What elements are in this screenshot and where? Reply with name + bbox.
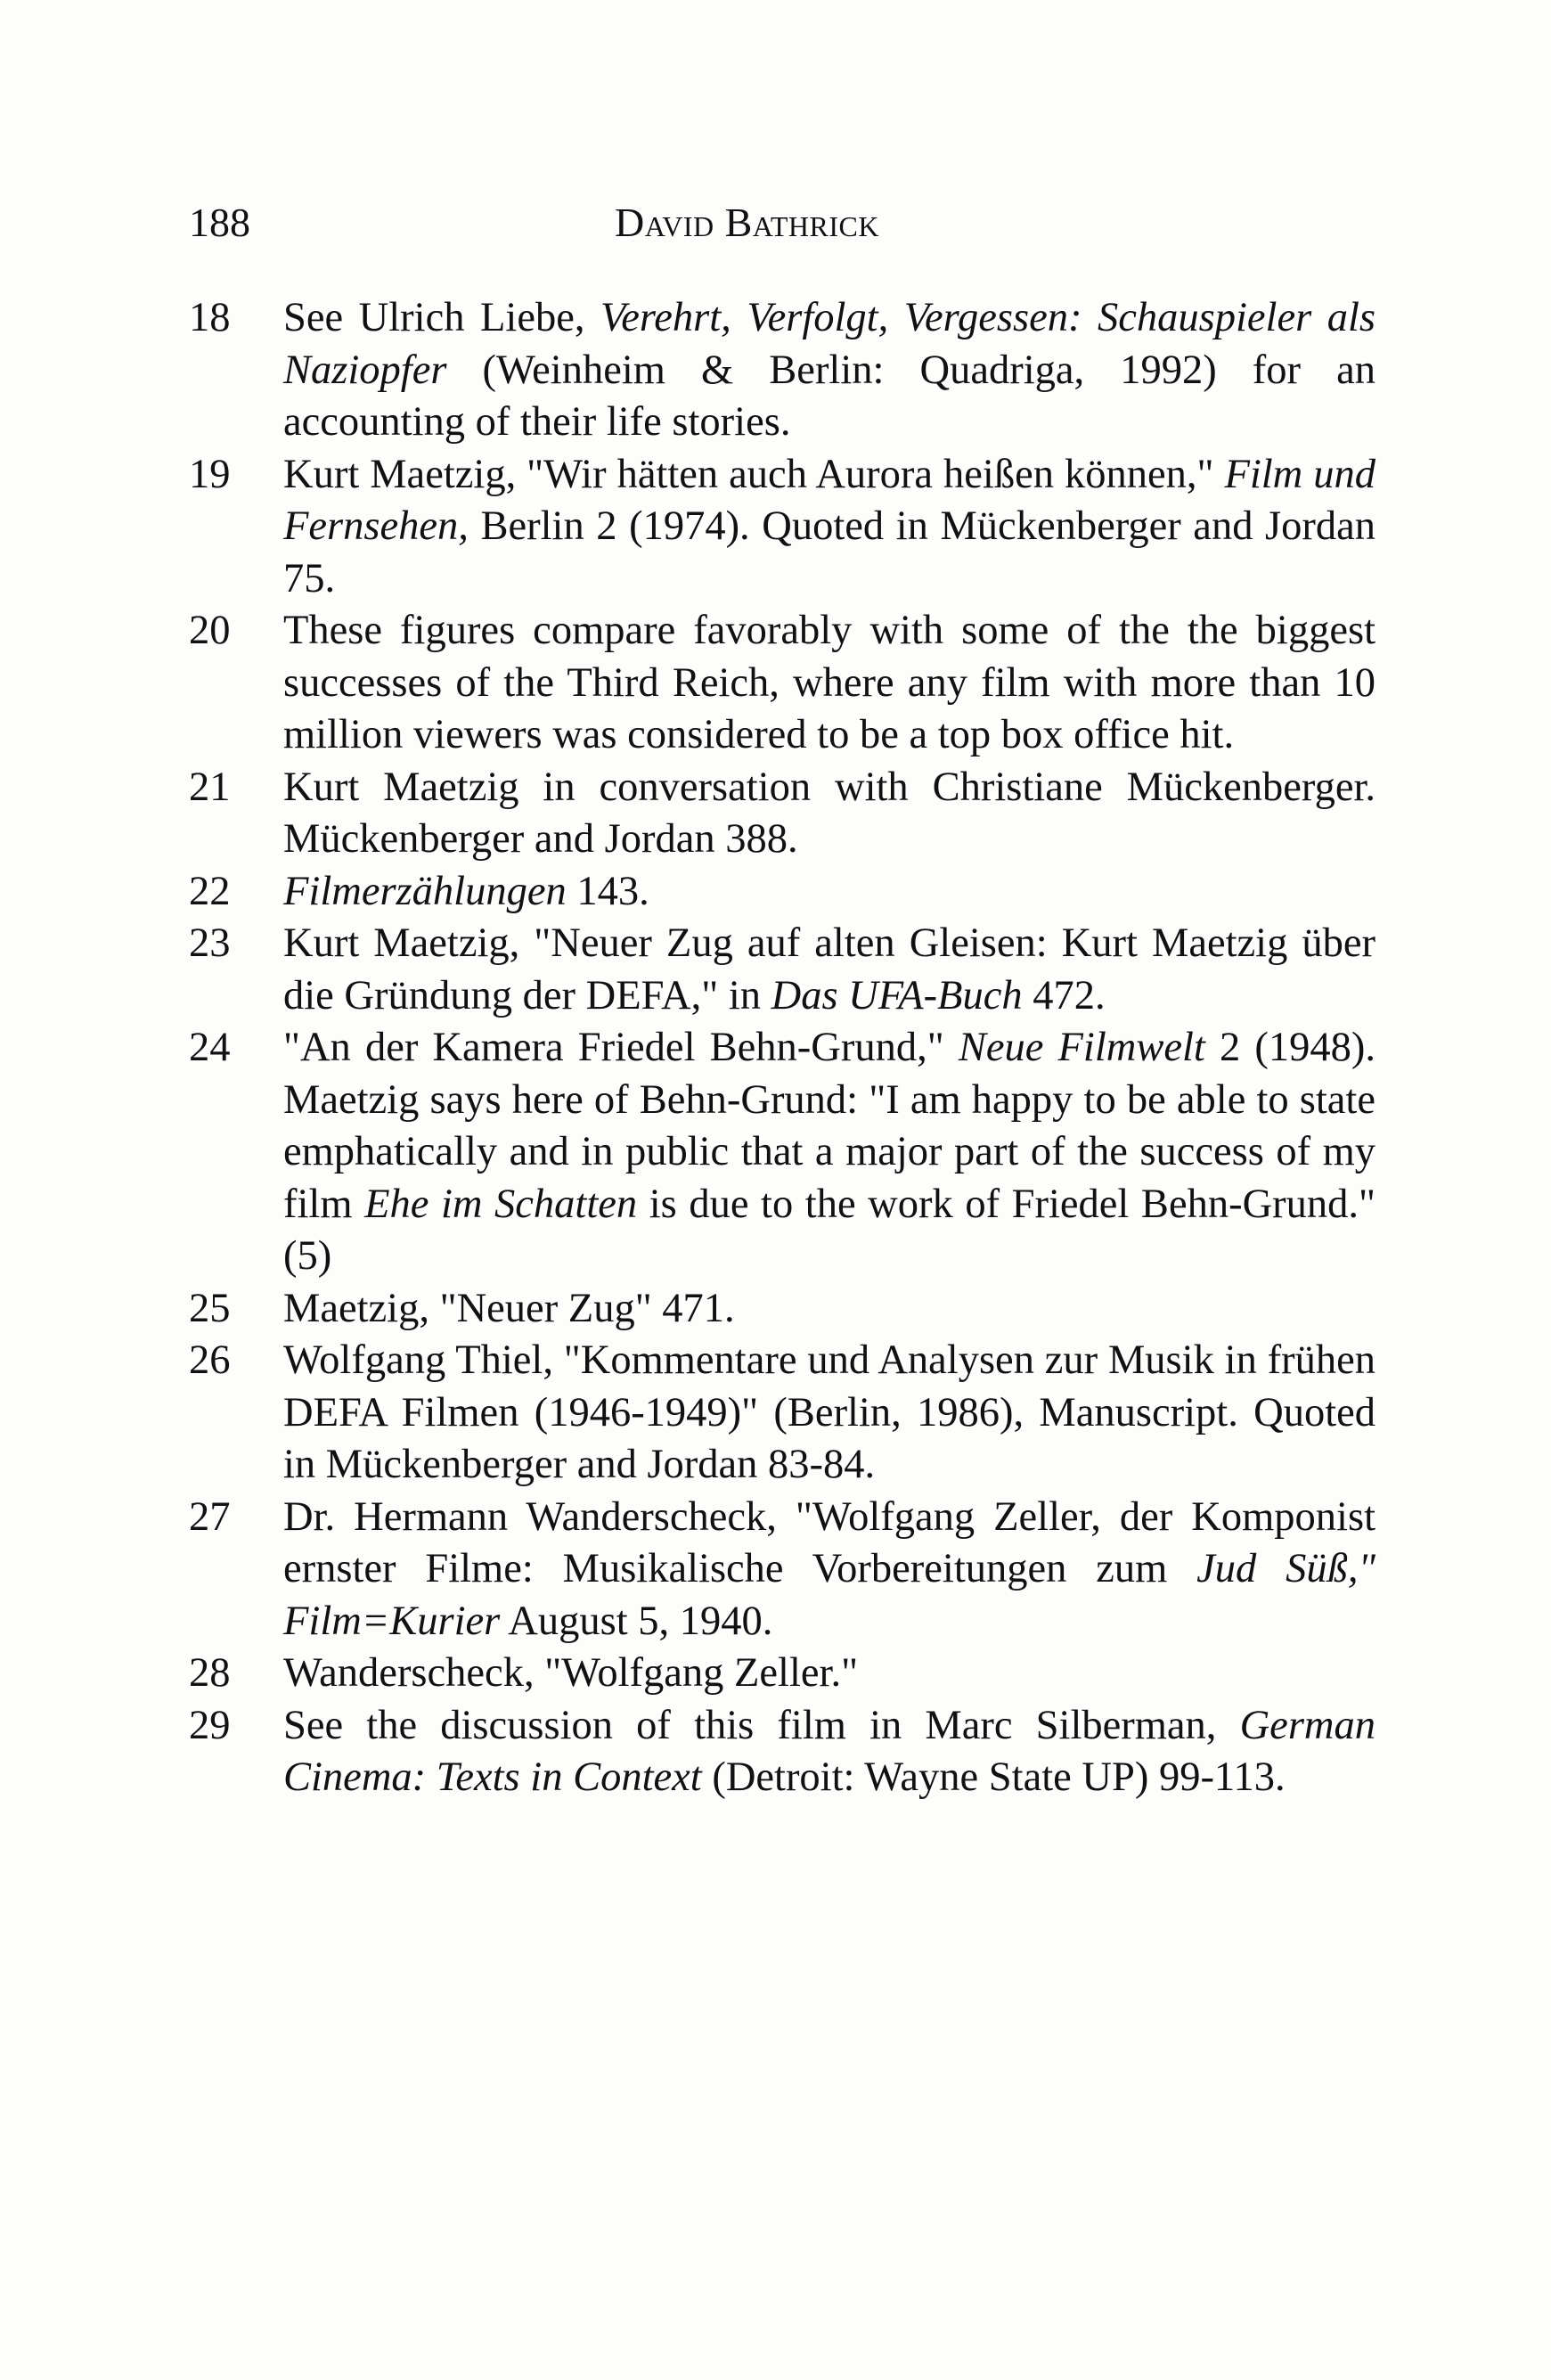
text-segment: Kurt Maetzig, "Neuer Zug auf alten Gleisen: Kurt Maetzig über die Gründung der DEFA," in bbox=[283, 920, 1375, 1018]
text-segment: Maetzig, "Neuer Zug" 471. bbox=[283, 1285, 735, 1331]
endnote-26 bbox=[189, 1335, 1375, 1492]
italic-title-segment: Neue Filmwelt bbox=[958, 1025, 1205, 1070]
endnote-number: 23 bbox=[189, 920, 231, 966]
endnote-text bbox=[283, 762, 1375, 866]
text-segment: Berlin 2 (1974). Quoted in Mückenberger and Jordan 75. bbox=[283, 503, 1375, 601]
text-segment: "An der Kamera Friedel Behn-Grund," bbox=[283, 1025, 959, 1070]
text-segment: These figures compare favorably with some of the the biggest successes of the Third Reich, where any film with more than 10 million viewers was considered to be a top box office hit. bbox=[283, 608, 1375, 757]
italic-title-segment: German Cinema: Texts in Context bbox=[283, 1702, 1375, 1800]
italic-title-segment: Jud Süß," Film=Kurier bbox=[283, 1546, 1376, 1644]
italic-title-segment: Film und Fernsehen, bbox=[283, 451, 1375, 549]
endnote-21 bbox=[189, 762, 1375, 866]
endnote-text bbox=[283, 1283, 1375, 1336]
endnote-text bbox=[283, 1700, 1375, 1804]
text-segment: 2 (1948). Maetzig says here of Behn-Grund: "I am happy to be able to state emphatically and in public that a major part of the success of my film bbox=[283, 1025, 1375, 1227]
endnote-25 bbox=[189, 1283, 1375, 1336]
endnote-18 bbox=[189, 292, 1375, 449]
text-segment: Kurt Maetzig in conversation with Christiane Mückenberger. Mückenberger and Jordan 388. bbox=[283, 764, 1375, 862]
italic-title-segment: Filmerzählungen bbox=[283, 868, 567, 914]
text-segment: 472. bbox=[1022, 972, 1106, 1018]
page-number: 188 bbox=[189, 200, 250, 245]
endnote-23 bbox=[189, 918, 1375, 1022]
endnote-text bbox=[283, 918, 1375, 1022]
endnote-number: 29 bbox=[189, 1702, 231, 1748]
endnote-text bbox=[283, 605, 1375, 762]
endnotes-list bbox=[189, 292, 1375, 1804]
endnote-text bbox=[283, 866, 1375, 919]
running-head: David Bathrick bbox=[615, 200, 879, 245]
italic-title-segment: Das UFA-Buch bbox=[771, 972, 1023, 1018]
endnote-text bbox=[283, 1335, 1375, 1492]
endnote-number: 26 bbox=[189, 1337, 231, 1383]
italic-title-segment: Ehe im Schatten bbox=[364, 1181, 638, 1227]
endnote-28 bbox=[189, 1648, 1375, 1700]
endnote-text bbox=[283, 1492, 1375, 1648]
endnote-text bbox=[283, 1022, 1375, 1283]
endnote-24 bbox=[189, 1022, 1375, 1283]
endnote-29 bbox=[189, 1700, 1375, 1804]
endnote-number: 19 bbox=[189, 451, 231, 497]
text-segment: Wanderscheck, "Wolfgang Zeller." bbox=[283, 1650, 859, 1696]
endnote-text bbox=[283, 1648, 1375, 1700]
text-segment: (Weinheim & Berlin: Quadriga, 1992) for an accounting of their life stories. bbox=[283, 347, 1375, 445]
endnote-22 bbox=[189, 866, 1375, 919]
endnote-number: 25 bbox=[189, 1285, 231, 1331]
endnote-text bbox=[283, 449, 1375, 606]
endnote-number: 21 bbox=[189, 764, 231, 810]
endnote-number: 22 bbox=[189, 868, 231, 914]
endnote-27 bbox=[189, 1492, 1375, 1648]
endnote-number: 28 bbox=[189, 1650, 231, 1696]
endnote-number: 24 bbox=[189, 1025, 231, 1070]
text-segment: Dr. Hermann Wanderscheck, "Wolfgang Zeller, der Komponist ernster Filme: Musikalische Vorbereitungen zum bbox=[283, 1493, 1375, 1591]
endnote-text bbox=[283, 292, 1375, 449]
text-segment: See Ulrich Liebe, bbox=[283, 295, 601, 340]
text-segment: See the discussion of this film in Marc Silberman, bbox=[283, 1702, 1240, 1748]
text-segment: 143. bbox=[566, 868, 649, 914]
endnote-20 bbox=[189, 605, 1375, 762]
endnote-number: 20 bbox=[189, 608, 231, 653]
text-segment: (Detroit: Wayne State UP) 99-113. bbox=[701, 1754, 1286, 1800]
text-segment: August 5, 1940. bbox=[500, 1598, 773, 1644]
endnote-number: 18 bbox=[189, 295, 231, 340]
text-segment: Wolfgang Thiel, "Kommentare und Analysen zur Musik in frühen DEFA Filmen (1946-1949)" (Berlin, 1986), Manuscript. Quoted in Mückenberger and Jordan 83-84. bbox=[283, 1337, 1375, 1487]
italic-title-segment: Verehrt, Verfolgt, Vergessen: Schauspieler als Naziopfer bbox=[283, 295, 1375, 393]
endnote-19 bbox=[189, 449, 1375, 606]
text-segment: Kurt Maetzig, "Wir hätten auch Aurora heißen können," bbox=[283, 451, 1225, 497]
text-segment: is due to the work of Friedel Behn-Grund." (5) bbox=[283, 1181, 1375, 1279]
endnote-number: 27 bbox=[189, 1493, 231, 1540]
